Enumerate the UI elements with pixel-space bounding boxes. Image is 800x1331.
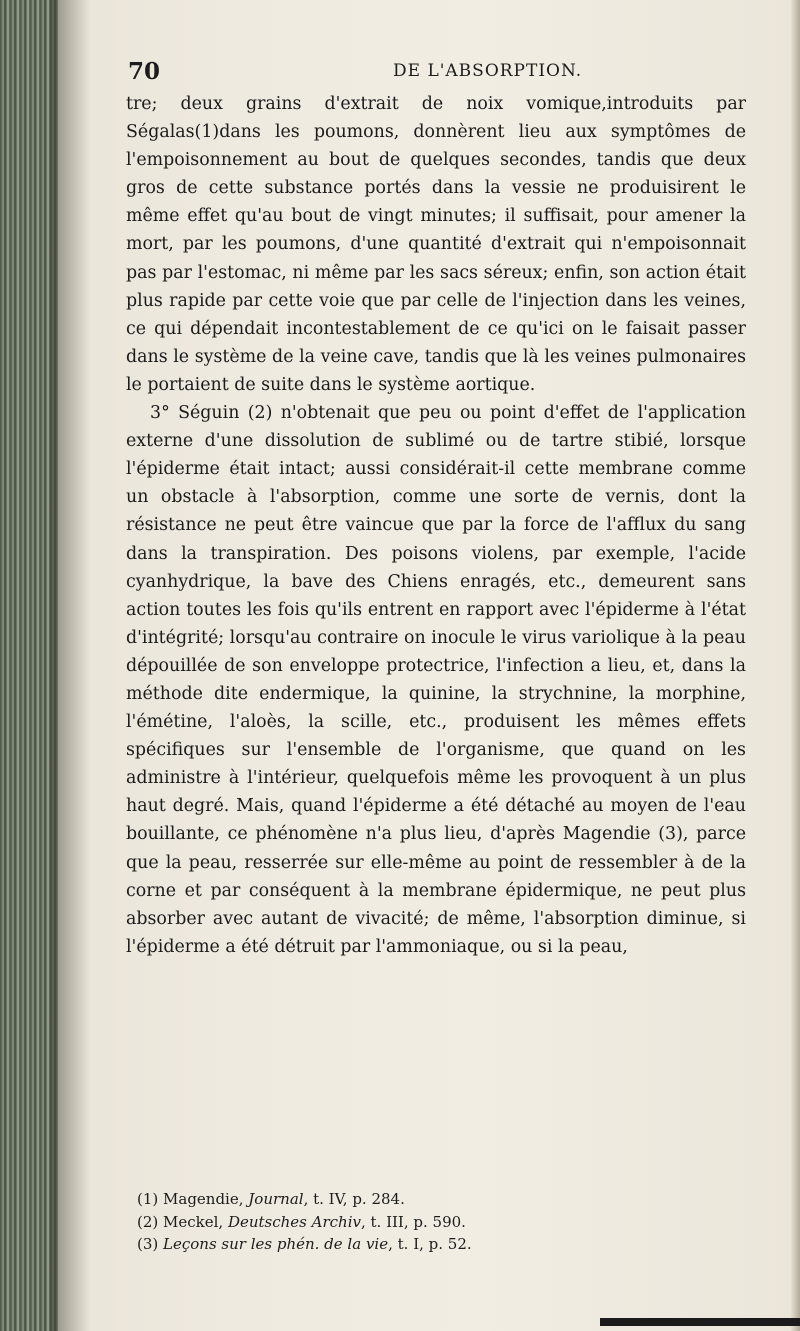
footnote-locator: , t. IV, p. 284. [303,1190,405,1208]
running-head: DE L'ABSORPTION. [393,61,583,81]
footnote-title: Deutsches Archiv [227,1212,361,1231]
page-header [128,58,748,88]
footnote-locator: , t. III, p. 590. [360,1212,466,1231]
bottom-edge-bar [600,1318,800,1326]
footnote-ref: (2) Meckel, [137,1212,228,1231]
footnote [137,1211,737,1234]
gutter-shadow [50,0,90,1331]
page-number: 70 [128,58,161,85]
footnote [137,1233,737,1256]
footnote-title: Journal [248,1190,304,1208]
footnote-title: Leçons sur les phén. de la vie [163,1235,389,1253]
paragraph: 3° Séguin (2) n'obtenait que peu ou point d'effet de l'application externe d'une dissolution de sublimé ou de tartre stibié, lorsque l'épiderme était intact; aussi considérait-il cette membrane comme un obstacle à l'absorption, comme une sorte de vernis, dont la résistance ne peut être vaincue que par la force de l'afflux du sang dans la transpiration. Des poisons violens, par exemple, l'acide cyanhydrique, la bave des Chiens enragés, etc., demeurent sans action toutes les fois qu'ils entrent en rapport avec l'épiderme à l'état d'intégrité; lorsqu'au contraire on inocule le virus variolique à la peau dépouillée de son enveloppe protectrice, l'infection a lieu, et, dans la méthode dite endermique, la quinine, la strychnine, la morphine, l'émétine, l'aloès, la scille, etc., produisent les mêmes effets spécifiques sur l'ensemble de l'organisme, que quand on les administre à l'intérieur, quelquefois même les provoquent à un plus haut degré. Mais, quand l'épiderme a été détaché au moyen de l'eau bouillante, ce phénomène n'a plus lieu, d'après Magendie (3), parce que la peau, resserrée sur elle-même au point de ressembler à de la corne et par conséquent à la membrane épidermique, ne peut plus absorber avec autant de vivacité; de même, l'absorption diminue, si l'épiderme a été détruit par l'ammoniaque, ou si la peau, [126,403,746,957]
footnote [137,1188,737,1211]
page-edge [790,0,800,1331]
paragraph: tre; deux grains d'extrait de noix vomique,introduits par Ségalas(1)dans les poumons, donnèrent lieu aux symptômes de l'empoisonnement au bout de quelques secondes, tandis que deux gros de cette substance portés dans la vessie ne produisirent le même effet qu'au bout de vingt minutes; il suffisait, pour amener la mort, par les poumons, d'une quantité d'extrait qui n'empoisonnait pas par l'estomac, ni même par les sacs séreux; enfin, son action était plus rapide par cette voie que par celle de l'injection dans les veines, ce qui dépendait incontestablement de ce qu'ici on le faisait passer dans le système de la veine cave, tandis que là les veines pulmonaires le portaient de suite dans le système aortique. [126,94,746,395]
footnotes [137,1188,737,1256]
footnote-locator: , t. I, p. 52. [388,1235,472,1253]
body-text [126,90,746,961]
footnote-ref: (1) Magendie, [137,1190,249,1208]
footnote-ref: (3) [137,1235,164,1253]
